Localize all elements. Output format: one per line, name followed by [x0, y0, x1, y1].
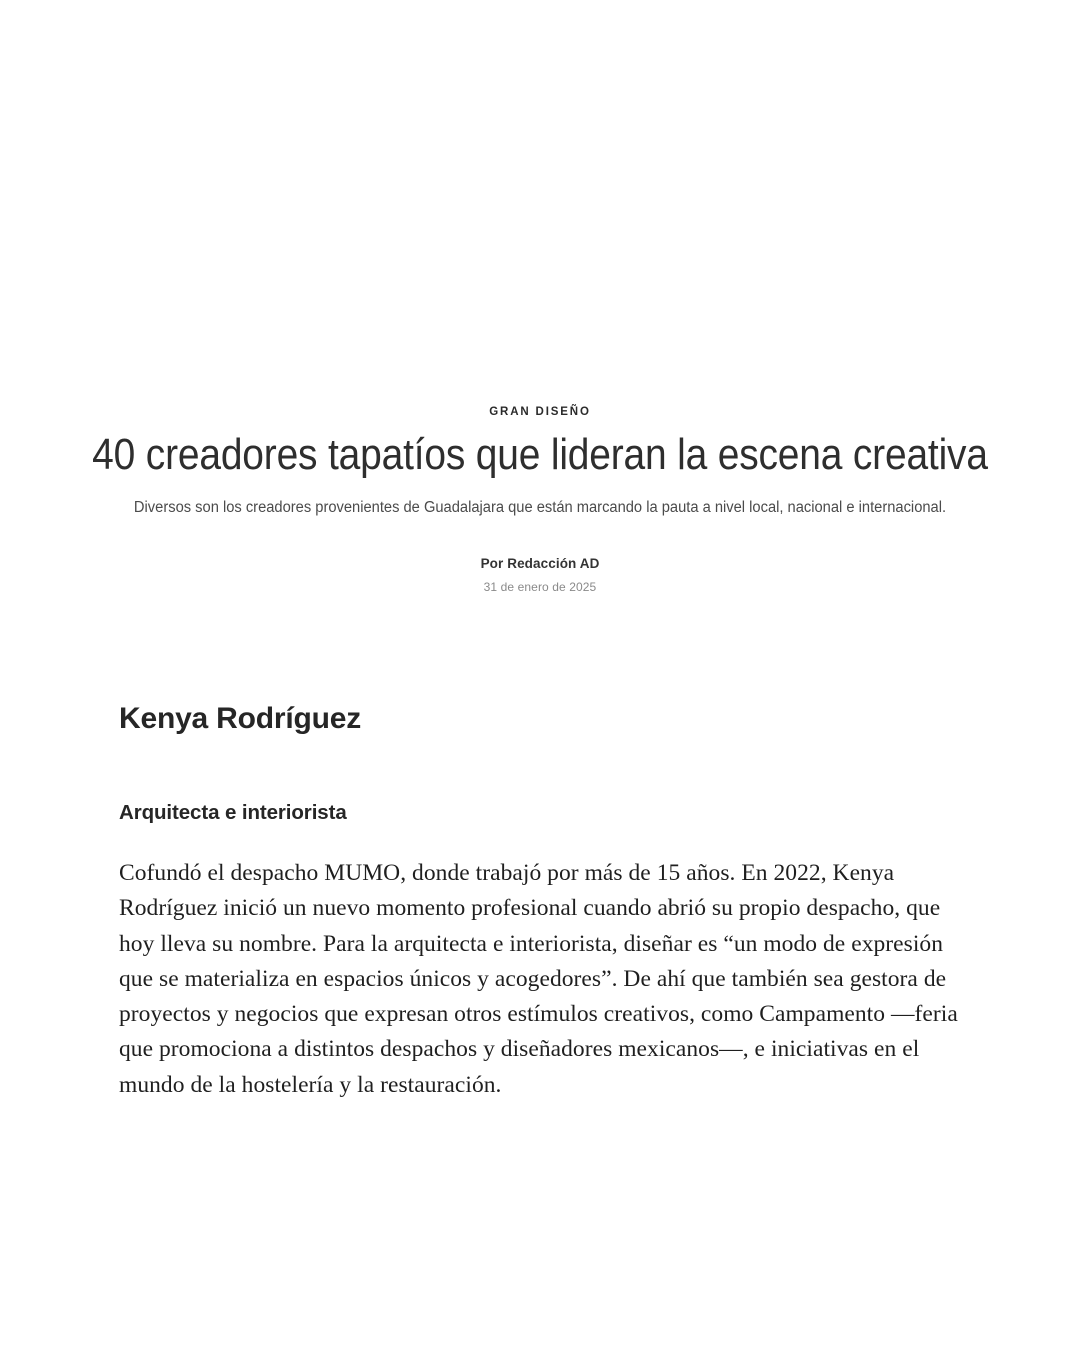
article-publish-date: 31 de enero de 2025 [483, 579, 597, 594]
article-dek: Diversos son los creadores provenientes de Guadalajara que están marcando la pauta a nivel local, nacional e internacional. [133, 499, 947, 517]
article-header [0, 406, 1080, 595]
creator-description: Cofundó el despacho MUMO, donde trabajó por más de 15 años. En 2022, Kenya Rodríguez inició un nuevo momento profesional cuando abrió su propio despacho, que hoy lleva su nombre. Para la arquitecta e interiorista, diseñar es “un modo de expresión que se materializa en espacios únicos y acogedores”. De ahí que también sea gestora de proyectos y negocios que expresan otros estímulos creativos, como Campamento —feria que promociona a distintos despachos y diseñadores mexicanos—, e iniciativas en el mundo de la hostelería y la restauración. [119, 860, 958, 1098]
article-headline: 40 creadores tapatíos que lideran la escena creativa [92, 429, 988, 479]
article-kicker[interactable]: GRAN DISEÑO [489, 406, 591, 418]
article-byline[interactable]: Por Redacción AD [480, 556, 600, 572]
creator-entry [119, 700, 969, 1103]
article-body [119, 700, 969, 1103]
creator-role: Arquitecta e interiorista [119, 800, 347, 824]
byline-block [0, 555, 1080, 595]
creator-name: Kenya Rodríguez [119, 702, 362, 735]
